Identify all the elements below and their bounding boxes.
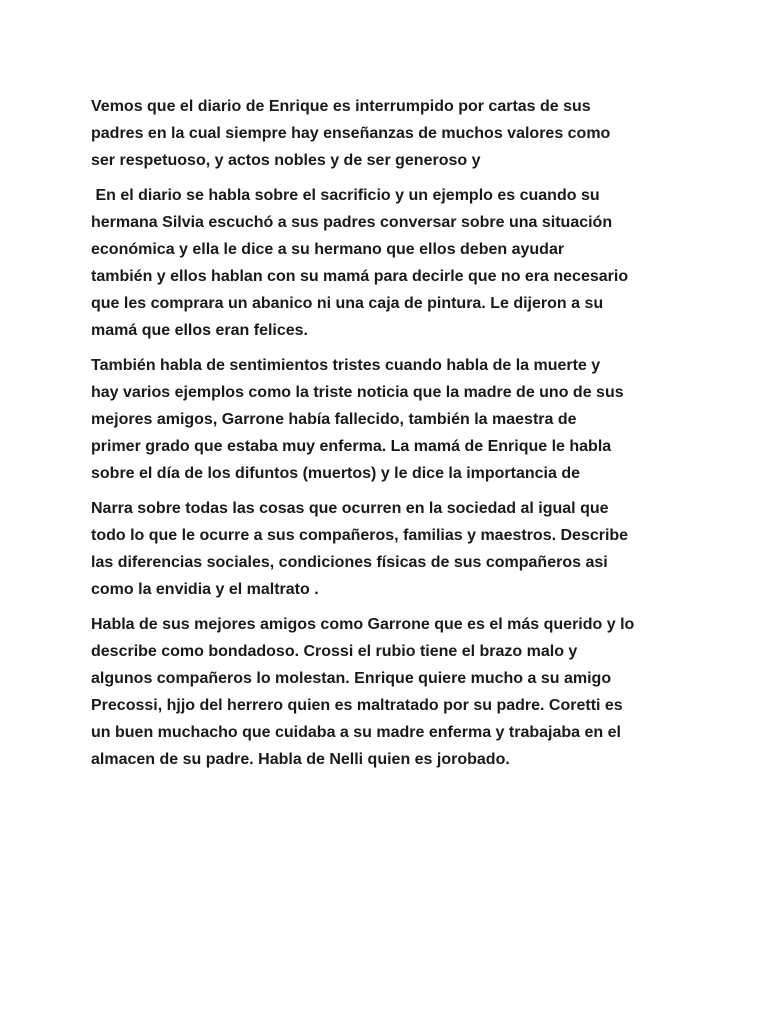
text-line: mamá que ellos eran felices. [91, 322, 308, 339]
document-body [91, 93, 691, 781]
text-line: Precossi, hjjo del herrero quien es maltratado por su padre. Coretti es [91, 697, 623, 714]
paragraph-3 [91, 352, 691, 487]
text-line: hermana Silvia escuchó a sus padres conversar sobre una situación [91, 214, 613, 231]
text-line: También habla de sentimientos tristes cuando habla de la muerte y [91, 357, 601, 374]
text-line: Vemos que el diario de Enrique es interrumpido por cartas de sus [91, 98, 591, 115]
paragraph-4 [91, 495, 691, 603]
text-line: todo lo que le ocurre a sus compañeros, familias y maestros. Describe [91, 527, 629, 544]
paragraph-5 [91, 611, 691, 773]
text-line: algunos compañeros lo molestan. Enrique quiere mucho a su amigo [91, 670, 612, 687]
text-line: primer grado que estaba muy enferma. La mamá de Enrique le habla [91, 438, 612, 455]
paragraph-2 [91, 182, 691, 344]
text-line: un buen muchacho que cuidaba a su madre enferma y trabajaba en el [91, 724, 621, 741]
text-line: mejores amigos, Garrone había fallecido, también la maestra de [91, 411, 577, 428]
text-line: padres en la cual siempre hay enseñanzas de muchos valores como [91, 125, 611, 142]
text-line: Narra sobre todas las cosas que ocurren en la sociedad al igual que [91, 500, 609, 517]
text-line: económica y ella le dice a su hermano que ellos deben ayudar [91, 241, 565, 258]
text-line: hay varios ejemplos como la triste noticia que la madre de uno de sus [91, 384, 624, 401]
text-line: ser respetuoso, y actos nobles y de ser generoso y [91, 152, 481, 169]
text-line: En el diario se habla sobre el sacrificio y un ejemplo es cuando su [91, 187, 600, 204]
text-line: almacen de su padre. Habla de Nelli quien es jorobado. [91, 751, 510, 768]
text-line: describe como bondadoso. Crossi el rubio tiene el brazo malo y [91, 643, 578, 660]
text-line: como la envidia y el maltrato . [91, 581, 319, 598]
text-line: también y ellos hablan con su mamá para decirle que no era necesario [91, 268, 629, 285]
text-line: las diferencias sociales, condiciones físicas de sus compañeros asi [91, 554, 608, 571]
text-line: sobre el día de los difuntos (muertos) y le dice la importancia de [91, 465, 580, 482]
text-line: Habla de sus mejores amigos como Garrone que es el más querido y lo [91, 616, 635, 633]
paragraph-1 [91, 93, 691, 174]
text-line: que les comprara un abanico ni una caja de pintura. Le dijeron a su [91, 295, 604, 312]
